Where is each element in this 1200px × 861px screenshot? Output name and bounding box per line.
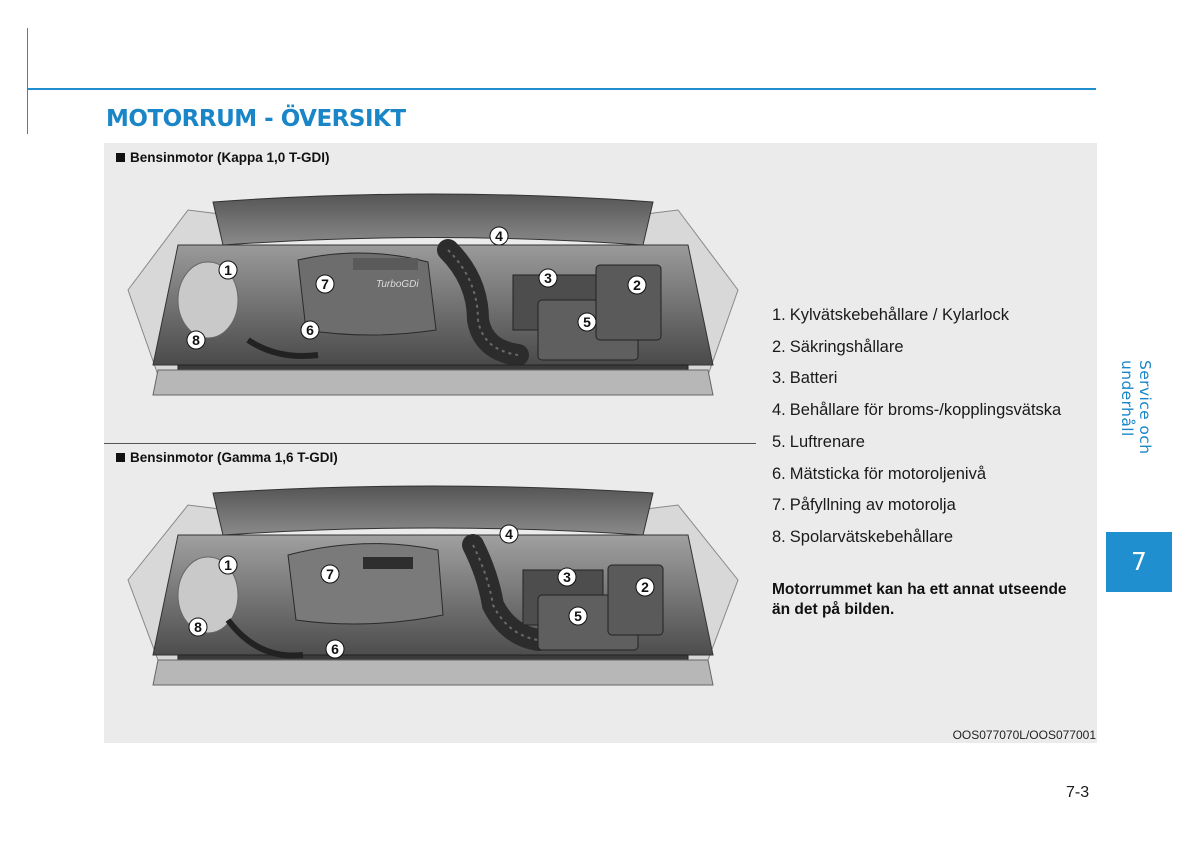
legend-item [772,459,1061,491]
header-rule [27,88,1096,90]
section-label-text: Bensinmotor (Gamma 1,6 T-GDI) [130,450,338,465]
legend-item [772,300,1061,332]
appearance-note: Motorrummet kan ha ett annat utseende än det på bilden. [772,581,1067,618]
legend-text: Batteri [789,369,838,388]
callout-7: 7 [321,276,329,292]
callout-4: 4 [495,228,503,244]
callout-3: 3 [544,270,552,286]
legend-item [772,522,1061,554]
figure-code: OOS077070L/OOS077001 [952,728,1096,742]
legend-item [772,363,1061,395]
callout-6: 6 [306,322,314,338]
legend-text: Mätsticka för motoroljenivå [789,464,987,483]
engine-bay-illustration-gamma [118,485,748,695]
section-label-gamma [116,450,338,465]
chapter-side-label: Service och underhåll [1118,360,1154,455]
engine-bay-illustration-kappa [118,190,748,410]
callout-1: 1 [224,262,232,278]
callout-2: 2 [641,579,649,595]
left-margin-rule [27,28,28,134]
section-label-kappa [116,150,330,165]
callout-8: 8 [194,619,202,635]
chapter-tab: 7 [1106,532,1172,592]
callout-4: 4 [505,526,513,542]
page-title: MOTORRUM - ÖVERSIKT [106,106,406,132]
callout-5: 5 [574,608,582,624]
legend-number: 8. [772,527,786,546]
legend-item [772,395,1061,427]
legend-item [772,332,1061,364]
callout-6: 6 [331,641,339,657]
callout-1: 1 [224,557,232,573]
legend-number: 2. [772,337,786,356]
legend-number: 3. [772,369,786,388]
legend-item [772,427,1061,459]
callout-2: 2 [633,277,641,293]
callout-7: 7 [326,566,334,582]
square-bullet-icon [116,453,125,462]
legend-text: Behållare för broms-/kopplingsvätska [789,401,1062,420]
square-bullet-icon [116,153,125,162]
legend-number: 5. [772,432,786,451]
callout-8: 8 [192,332,200,348]
section-divider [104,443,756,444]
page-number: 7-3 [1066,784,1090,801]
legend-number: 6. [772,464,786,483]
legend-number: 1. [772,306,786,324]
legend-number: 7. [772,496,786,515]
legend-text: Luftrenare [789,432,865,451]
legend-number: 4. [772,401,786,420]
legend-text: Påfyllning av motorolja [789,496,956,515]
callout-3: 3 [563,569,571,585]
engine-badge-text: TurboGDi [376,279,419,290]
component-legend [772,300,1061,554]
callout-5: 5 [583,314,591,330]
section-label-text: Bensinmotor (Kappa 1,0 T-GDI) [130,150,330,165]
legend-text: Kylvätskebehållare / Kylarlock [789,306,1009,324]
legend-text: Säkringshållare [789,337,904,356]
legend-item [772,490,1061,522]
legend-text: Spolarvätskebehållare [789,527,954,546]
